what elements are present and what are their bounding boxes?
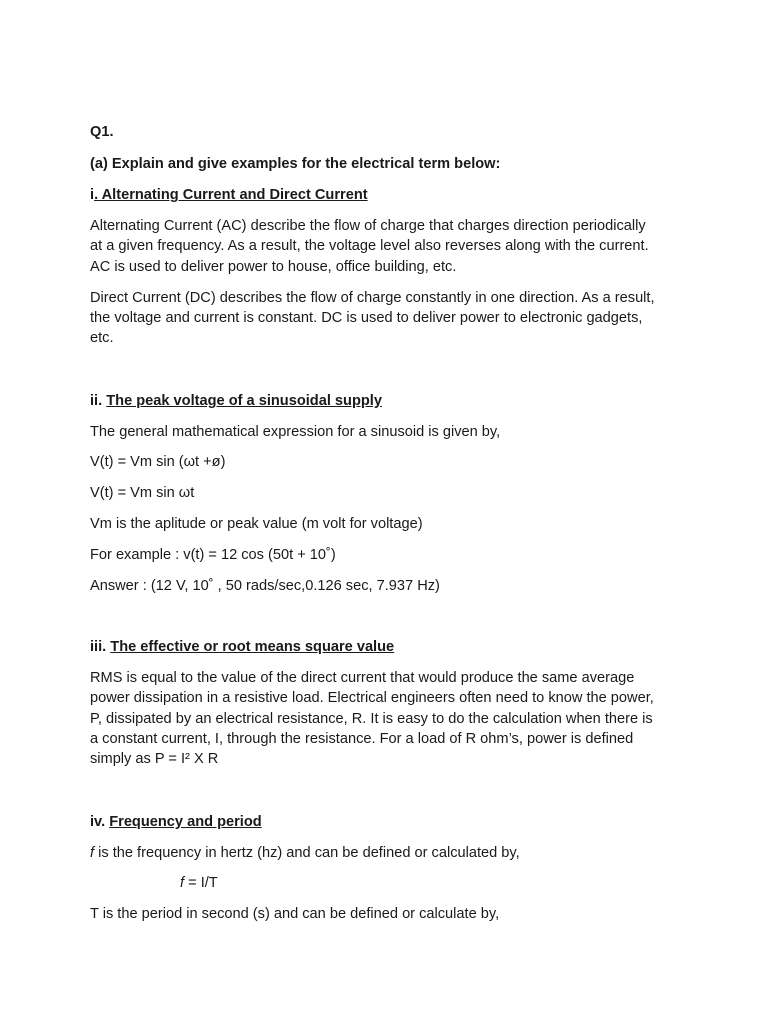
question-label: Q1. xyxy=(90,124,114,140)
section-2-heading xyxy=(90,391,382,411)
dc-paragraph-line-2: the voltage and current is constant. DC is used to deliver power to electronic gadgets, xyxy=(90,310,643,326)
section-4-title: Frequency and period xyxy=(109,814,262,830)
ac-paragraph-line-3: AC is used to deliver power to house, office building, etc. xyxy=(90,259,457,275)
section-4-number: iv. xyxy=(90,814,106,830)
dc-paragraph-line-1: Direct Current (DC) describes the flow of charge constantly in one direction. As a result, xyxy=(90,290,655,306)
section-2-title: The peak voltage of a sinusoidal supply xyxy=(106,393,382,409)
rms-paragraph-line-2: power dissipation in a resistive load. Electrical engineers often need to know the power, xyxy=(90,690,654,706)
example-line: For example : v(t) = 12 cos (50t + 10˚) xyxy=(90,547,336,563)
rms-paragraph-line-5: simply as P = I² X R xyxy=(90,751,219,767)
frequency-equation xyxy=(180,873,218,893)
section-3-title: The effective or root means square value xyxy=(110,639,395,655)
section-3-number: iii. xyxy=(90,639,107,655)
section-2-number: ii. xyxy=(90,393,103,409)
frequency-definition xyxy=(90,843,520,863)
dc-paragraph-line-3: etc. xyxy=(90,330,114,346)
answer-line: Answer : (12 V, 10˚ , 50 rads/sec,0.126 sec, 7.937 Hz) xyxy=(90,578,440,594)
section-1-heading xyxy=(90,185,368,205)
rms-paragraph-line-1: RMS is equal to the value of the direct current that would produce the same average xyxy=(90,670,635,686)
section-1-title: . Alternating Current and Direct Current xyxy=(94,187,368,203)
ac-paragraph-line-1: Alternating Current (AC) describe the flow of charge that charges direction periodically xyxy=(90,218,646,234)
frequency-equation-rest: = I/T xyxy=(184,875,218,891)
equation-1: V(t) = Vm sin (ωt +ø) xyxy=(90,454,226,470)
frequency-definition-text: is the frequency in hertz (hz) and can be defined or calculated by, xyxy=(94,845,520,861)
part-a-heading: (a) Explain and give examples for the electrical term below: xyxy=(90,156,501,172)
period-definition: T is the period in second (s) and can be defined or calculate by, xyxy=(90,906,500,922)
section-1-number: i xyxy=(90,187,95,203)
frequency-symbol: f xyxy=(90,845,95,861)
section-3-heading xyxy=(90,637,394,657)
rms-paragraph-line-4: a constant current, I, through the resistance. For a load of R ohm’s, power is defined xyxy=(90,731,634,747)
sinusoid-intro: The general mathematical expression for a sinusoid is given by, xyxy=(90,424,501,440)
rms-paragraph-line-3: P, dissipated by an electrical resistance, R. It is easy to do the calculation when there is xyxy=(90,711,653,727)
section-4-heading xyxy=(90,812,262,832)
ac-paragraph-line-2: at a given frequency. As a result, the voltage level also reverses along with the current. xyxy=(90,238,649,254)
peak-value-note: Vm is the aplitude or peak value (m volt for voltage) xyxy=(90,516,423,532)
equation-2: V(t) = Vm sin ωt xyxy=(90,485,195,501)
frequency-equation-symbol: f xyxy=(180,875,185,891)
